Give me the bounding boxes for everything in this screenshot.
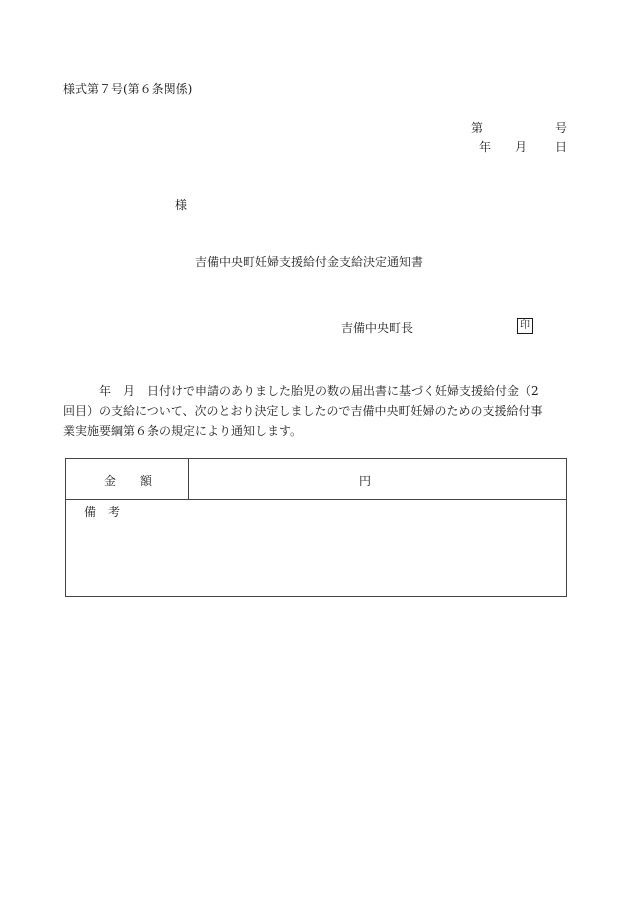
amount-unit: 円 xyxy=(359,474,372,488)
body-text xyxy=(63,381,570,441)
amount-label xyxy=(104,472,152,489)
issue-date-month: 月 xyxy=(515,140,528,154)
remarks-label-char-1: 備 xyxy=(84,505,97,519)
amount-label-char-2: 額 xyxy=(140,474,153,488)
amount-row xyxy=(66,459,566,500)
remarks-label xyxy=(84,503,120,520)
document-number-prefix: 第 xyxy=(471,121,484,135)
recipient-honorific: 様 xyxy=(175,198,188,212)
body-line-2: 回目）の支給について、次のとおり決定しましたので吉備中央町妊婦のための支援給付事 xyxy=(63,404,543,418)
detail-table xyxy=(65,458,567,597)
amount-label-char-1: 金 xyxy=(104,474,117,488)
document-title: 吉備中央町妊婦支援給付金支給決定通知書 xyxy=(195,255,424,269)
seal-mark: 印 xyxy=(517,318,533,334)
amount-label-cell xyxy=(66,459,189,499)
document-number-suffix: 号 xyxy=(555,121,568,135)
form-number: 様式第７号(第６条関係) xyxy=(63,82,193,96)
issue-date-year: 年 xyxy=(479,140,492,154)
issuer-title: 吉備中央町長 xyxy=(341,321,414,335)
issue-date-day: 日 xyxy=(555,140,568,154)
remarks-label-char-2: 考 xyxy=(108,505,121,519)
body-line-3: 業実施要綱第６条の規定により通知します。 xyxy=(63,424,303,438)
body-line-1: 年 月 日付けで申請のありました胎児の数の届出書に基づく妊婦支援給付金（2 xyxy=(99,384,539,398)
